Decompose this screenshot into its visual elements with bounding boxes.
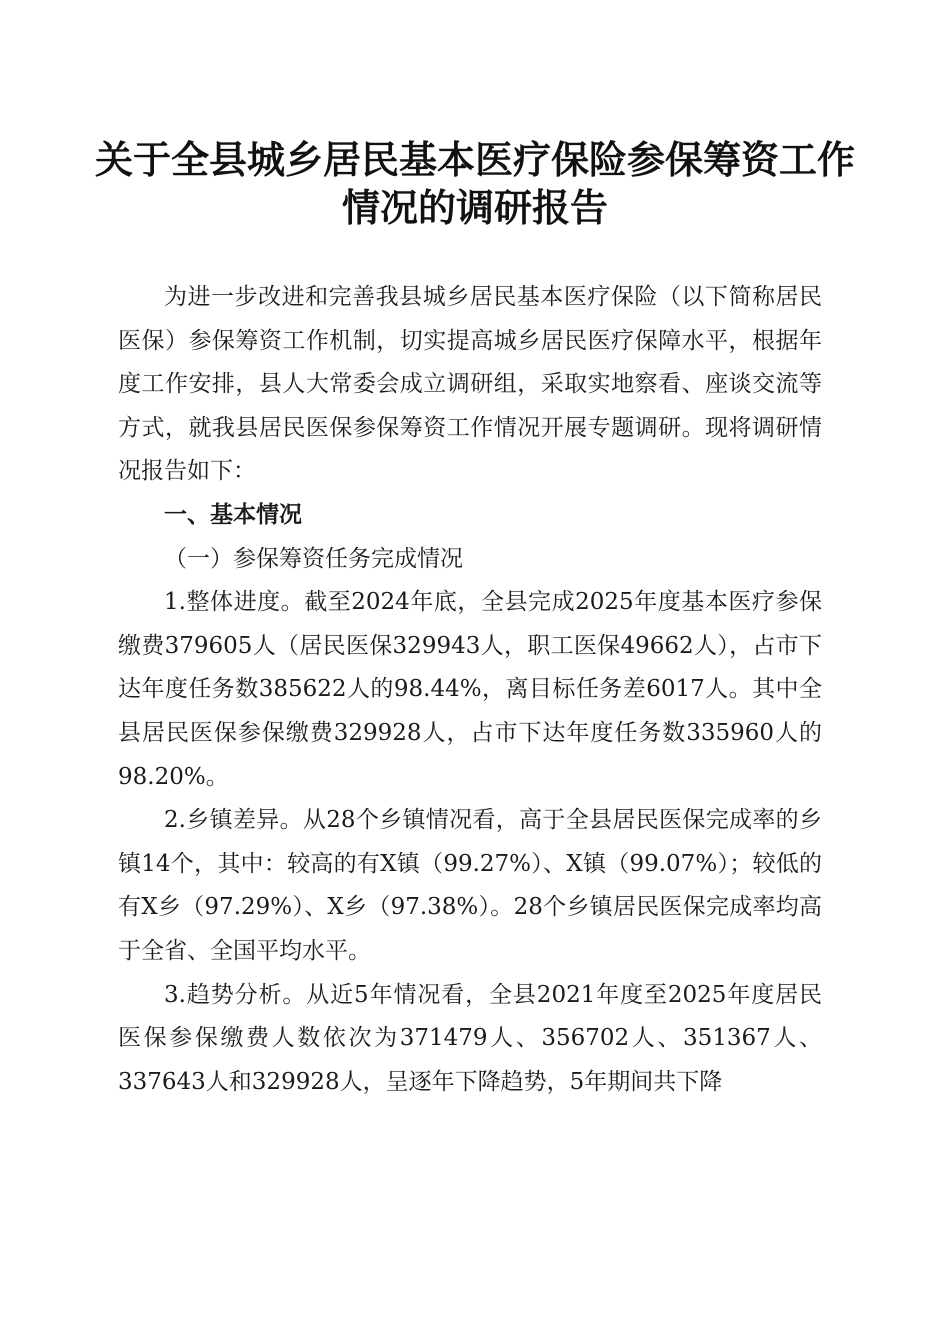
intro-paragraph: 为进一步改进和完善我县城乡居民基本医疗保险（以下简称居民医保）参保筹资工作机制，切实提高城乡居民医疗保障水平，根据年度工作安排，县人大常委会成立调研组，采取实地察看、座谈交流等方式，就我县居民医保参保筹资工作情况开展专题调研。现将调研情况报告如下： <box>118 284 822 485</box>
document-body <box>118 276 822 1104</box>
document-title-line-1: 关于全县城乡居民基本医疗保险参保筹资工作 <box>94 137 855 182</box>
section-heading-basic-situation: 一、基本情况 <box>164 501 302 528</box>
paragraph-trend-analysis: 3.趋势分析。从近5年情况看，全县2021年度至2025年度居民医保参保缴费人数依次为371479人、356702人、351367人、337643人和329928人，呈逐年下降趋势，5年期间共下降 <box>118 981 822 1095</box>
subsection-heading-task-completion: （一）参保筹资任务完成情况 <box>164 545 463 572</box>
paragraph-township-differences: 2.乡镇差异。从28个乡镇情况看，高于全县居民医保完成率的乡镇14个，其中：较高的有X镇（99.27%）、X镇（99.07%）；较低的有X乡（97.29%）、X乡（97.38%）。28个乡镇居民医保完成率均高于全省、全国平均水平。 <box>118 807 822 964</box>
paragraph-overall-progress: 1.整体进度。截至2024年底，全县完成2025年度基本医疗参保缴费379605人（居民医保329943人，职工医保49662人），占市下达年度任务数385622人的98.44%，离目标任务差6017人。其中全县居民医保参保缴费329928人，占市下达年度任务数335960人的98.20%。 <box>118 589 822 790</box>
document-title-line-2: 情况的调研报告 <box>341 185 608 230</box>
